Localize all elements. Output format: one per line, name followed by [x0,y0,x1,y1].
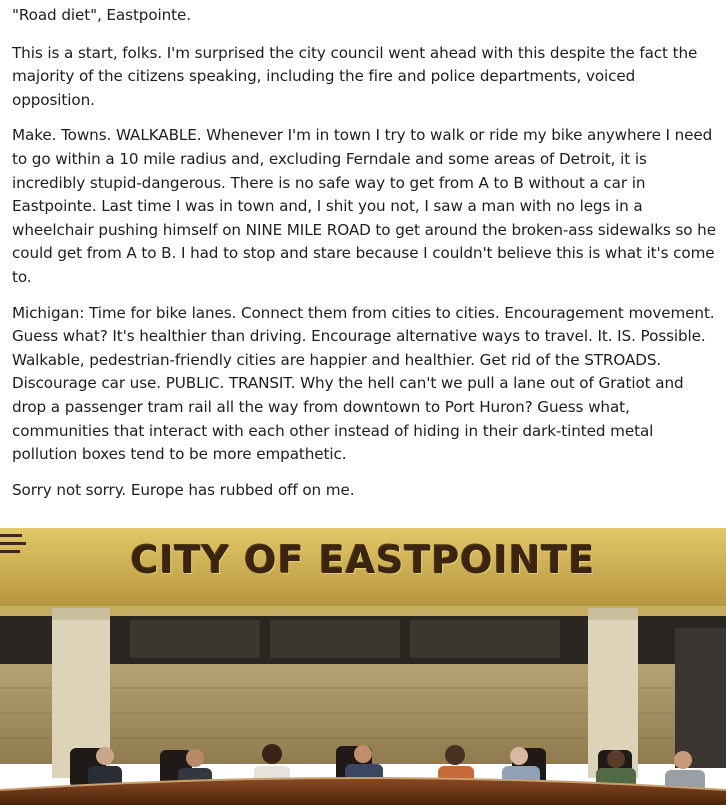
post-paragraph: Make. Towns. WALKABLE. Whenever I'm in town I try to walk or ride my bike anywhere I need to go within a 10 mile radius and, excluding Ferndale and some areas of Detroit, it is incredibly stupid-dangerous. There is no safe way to get from A to B without a car in Eastpointe. Last time I was in town and, I shit you not, I saw a man with no legs in a wheelchair pushing himself on NINE MILE ROAD to get around the broken-ass sidewalks so he could get from A to B. I had to stop and stare because I couldn't believe this is what it's come to. [12,126,716,286]
post-text [12,4,718,514]
post-paragraph: "Road diet", Eastpointe. [12,6,191,24]
post-paragraph: Michigan: Time for bike lanes. Connect them from cities to cities. Encouragement movement. Guess what? It's healthier than driving. Encourage alternative ways to travel. It. IS. Possible. Walkable, pedestrian-friendly cities are happier and healthier. Get rid of the STROADS. Discourage car use. PUBLIC. TRANSIT. Why the hell can't we pull a lane out of Gratiot and drop a passenger tram rail all the way from downtown to Port Huron? Guess what, communities that interact with each other instead of hiding in their dark-tinted metal pollution boxes tend to be more empathetic. [12,303,715,464]
post-paragraph: Sorry not sorry. Europe has rubbed off on me. [12,480,355,499]
city-sign-text: CITY OF EASTPOINTE [130,538,596,582]
post-paragraph: This is a start, folks. I'm surprised the city council went ahead with this despite the fact the majority of the citizens speaking, including the fire and police departments, voiced opposition. [12,43,698,109]
post-photo[interactable] [0,528,726,805]
